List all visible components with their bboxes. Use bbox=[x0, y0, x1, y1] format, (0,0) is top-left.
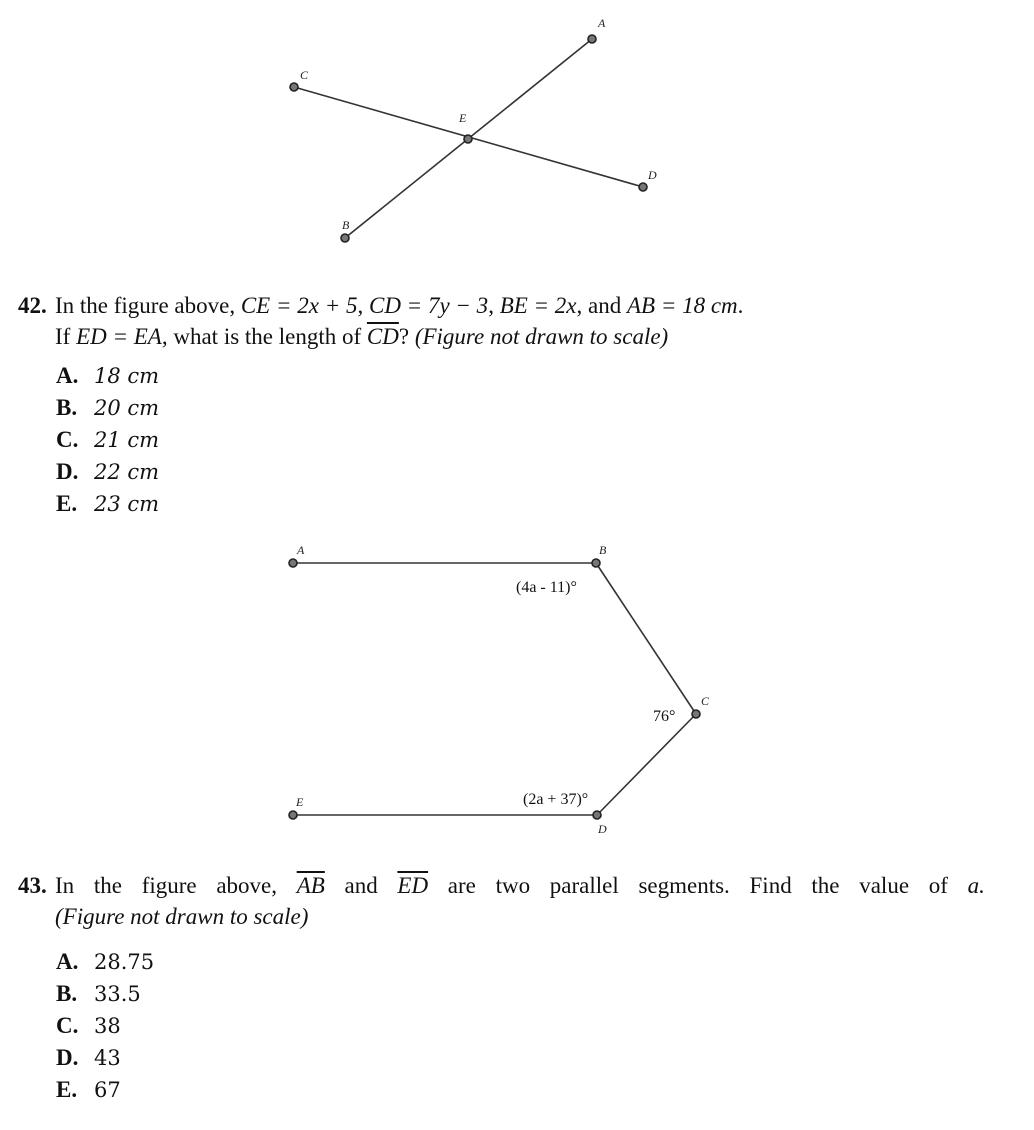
word: and bbox=[344, 873, 378, 898]
word: the bbox=[811, 873, 840, 898]
equation-ed-ea: ED = EA bbox=[76, 324, 162, 349]
question-text-2: , what is the length of bbox=[161, 324, 367, 349]
point-e bbox=[289, 811, 297, 819]
point-e bbox=[464, 135, 472, 143]
choice-letter: A. bbox=[56, 949, 79, 974]
point-a bbox=[588, 35, 596, 43]
equation-cd: CD = 7y − 3 bbox=[368, 293, 489, 318]
choice-value: 21 cm bbox=[94, 428, 160, 452]
question-43-line-1 bbox=[18, 870, 1008, 901]
segment-cd-overline: $\overline{CD}$ bbox=[366, 324, 399, 349]
choice-letter: D. bbox=[56, 1045, 79, 1070]
segment-ab-overline: $\overline{AB}$ bbox=[296, 873, 325, 898]
word: are bbox=[447, 873, 476, 898]
figure-2-svg bbox=[0, 530, 1034, 850]
question-43-line-2 bbox=[18, 901, 1008, 932]
equation-ce: CE = 2x + 5 bbox=[240, 293, 358, 318]
point-a bbox=[289, 559, 297, 567]
label-a: A bbox=[297, 543, 305, 557]
choice-letter: C. bbox=[56, 1013, 79, 1038]
choice-value: 67 bbox=[94, 1078, 121, 1102]
question-number: 43. bbox=[18, 873, 47, 898]
answer-choices bbox=[56, 946, 1008, 1106]
word: the bbox=[93, 873, 122, 898]
point-d bbox=[639, 183, 647, 191]
word: two bbox=[495, 873, 531, 898]
question-42-line-2 bbox=[18, 321, 1008, 352]
choice-d[interactable] bbox=[56, 456, 1008, 488]
choice-letter: B. bbox=[56, 981, 78, 1006]
label-a: A bbox=[598, 16, 606, 30]
word: value bbox=[859, 873, 910, 898]
choice-b[interactable] bbox=[56, 978, 1008, 1010]
word: segments. bbox=[638, 873, 730, 898]
label-d: D bbox=[598, 822, 607, 836]
figure-1-svg bbox=[0, 0, 1034, 260]
word: above, bbox=[216, 873, 277, 898]
question-number: 42. bbox=[18, 293, 47, 318]
equation-be: BE = 2x bbox=[499, 293, 577, 318]
word: figure bbox=[141, 873, 197, 898]
word: In bbox=[55, 873, 75, 898]
word: Find bbox=[749, 873, 792, 898]
variable-a: a. bbox=[967, 873, 985, 898]
choice-c[interactable] bbox=[56, 424, 1008, 456]
question-text: In the figure above, bbox=[55, 293, 241, 318]
label-c: C bbox=[300, 68, 309, 82]
segment-ed-overline: $\overline{ED}$ bbox=[397, 873, 429, 898]
choice-letter: A. bbox=[56, 363, 79, 388]
choice-value: 38 bbox=[94, 1014, 121, 1038]
equation-ab: AB = 18 cm bbox=[626, 293, 738, 318]
choice-letter: E. bbox=[56, 1077, 78, 1102]
answer-choices bbox=[56, 360, 1008, 520]
label-c: C bbox=[701, 694, 710, 708]
choice-value: 20 cm bbox=[94, 396, 160, 420]
angle-d-label: (2a + 37)° bbox=[523, 791, 589, 808]
conjunction-text: and bbox=[588, 293, 622, 318]
question-42-line-1: 42. In the figure above, CE = 2x + 5, CD = 7y − 3, BE = 2x, and AB = 18 cm. bbox=[18, 290, 1008, 321]
label-e: E bbox=[459, 111, 467, 125]
choice-a[interactable] bbox=[56, 946, 1008, 978]
choice-value: 22 cm bbox=[94, 460, 160, 484]
scale-note: (Figure not drawn to scale) bbox=[55, 904, 309, 929]
choice-letter: C. bbox=[56, 427, 79, 452]
word: parallel bbox=[549, 873, 619, 898]
question-42 bbox=[18, 290, 1008, 520]
choice-letter: E. bbox=[56, 491, 78, 516]
scale-note: (Figure not drawn to scale) bbox=[414, 324, 669, 349]
label-e: E bbox=[296, 795, 304, 809]
choice-value: 43 bbox=[94, 1046, 121, 1070]
point-b bbox=[592, 559, 600, 567]
choice-e[interactable] bbox=[56, 1074, 1008, 1106]
choice-a[interactable] bbox=[56, 360, 1008, 392]
choice-e[interactable] bbox=[56, 488, 1008, 520]
label-d: D bbox=[648, 168, 657, 182]
question-text bbox=[55, 870, 985, 901]
word: of bbox=[928, 873, 948, 898]
question-43 bbox=[18, 870, 1008, 1106]
angle-c-label: 76° bbox=[653, 708, 676, 725]
choice-value: 18 cm bbox=[94, 364, 160, 388]
choice-letter: B. bbox=[56, 395, 78, 420]
question-mark: ? bbox=[398, 324, 410, 349]
choice-c[interactable] bbox=[56, 1010, 1008, 1042]
period-text: . bbox=[737, 293, 744, 318]
point-b bbox=[341, 234, 349, 242]
angle-b-label: (4a - 11)° bbox=[516, 579, 577, 596]
choice-b[interactable] bbox=[56, 392, 1008, 424]
segment-cd bbox=[597, 714, 696, 815]
if-text: If bbox=[55, 324, 77, 349]
figure-1 bbox=[0, 0, 1034, 260]
choice-d[interactable] bbox=[56, 1042, 1008, 1074]
point-d bbox=[593, 811, 601, 819]
choice-value: 23 cm bbox=[94, 492, 160, 516]
figure-2 bbox=[0, 530, 1034, 850]
segment-bc bbox=[596, 563, 696, 714]
label-b: B bbox=[342, 218, 350, 232]
choice-value: 28.75 bbox=[94, 950, 155, 974]
label-b: B bbox=[599, 543, 607, 557]
point-c bbox=[692, 710, 700, 718]
choice-letter: D. bbox=[56, 459, 79, 484]
choice-value: 33.5 bbox=[94, 982, 141, 1006]
point-c bbox=[290, 83, 298, 91]
